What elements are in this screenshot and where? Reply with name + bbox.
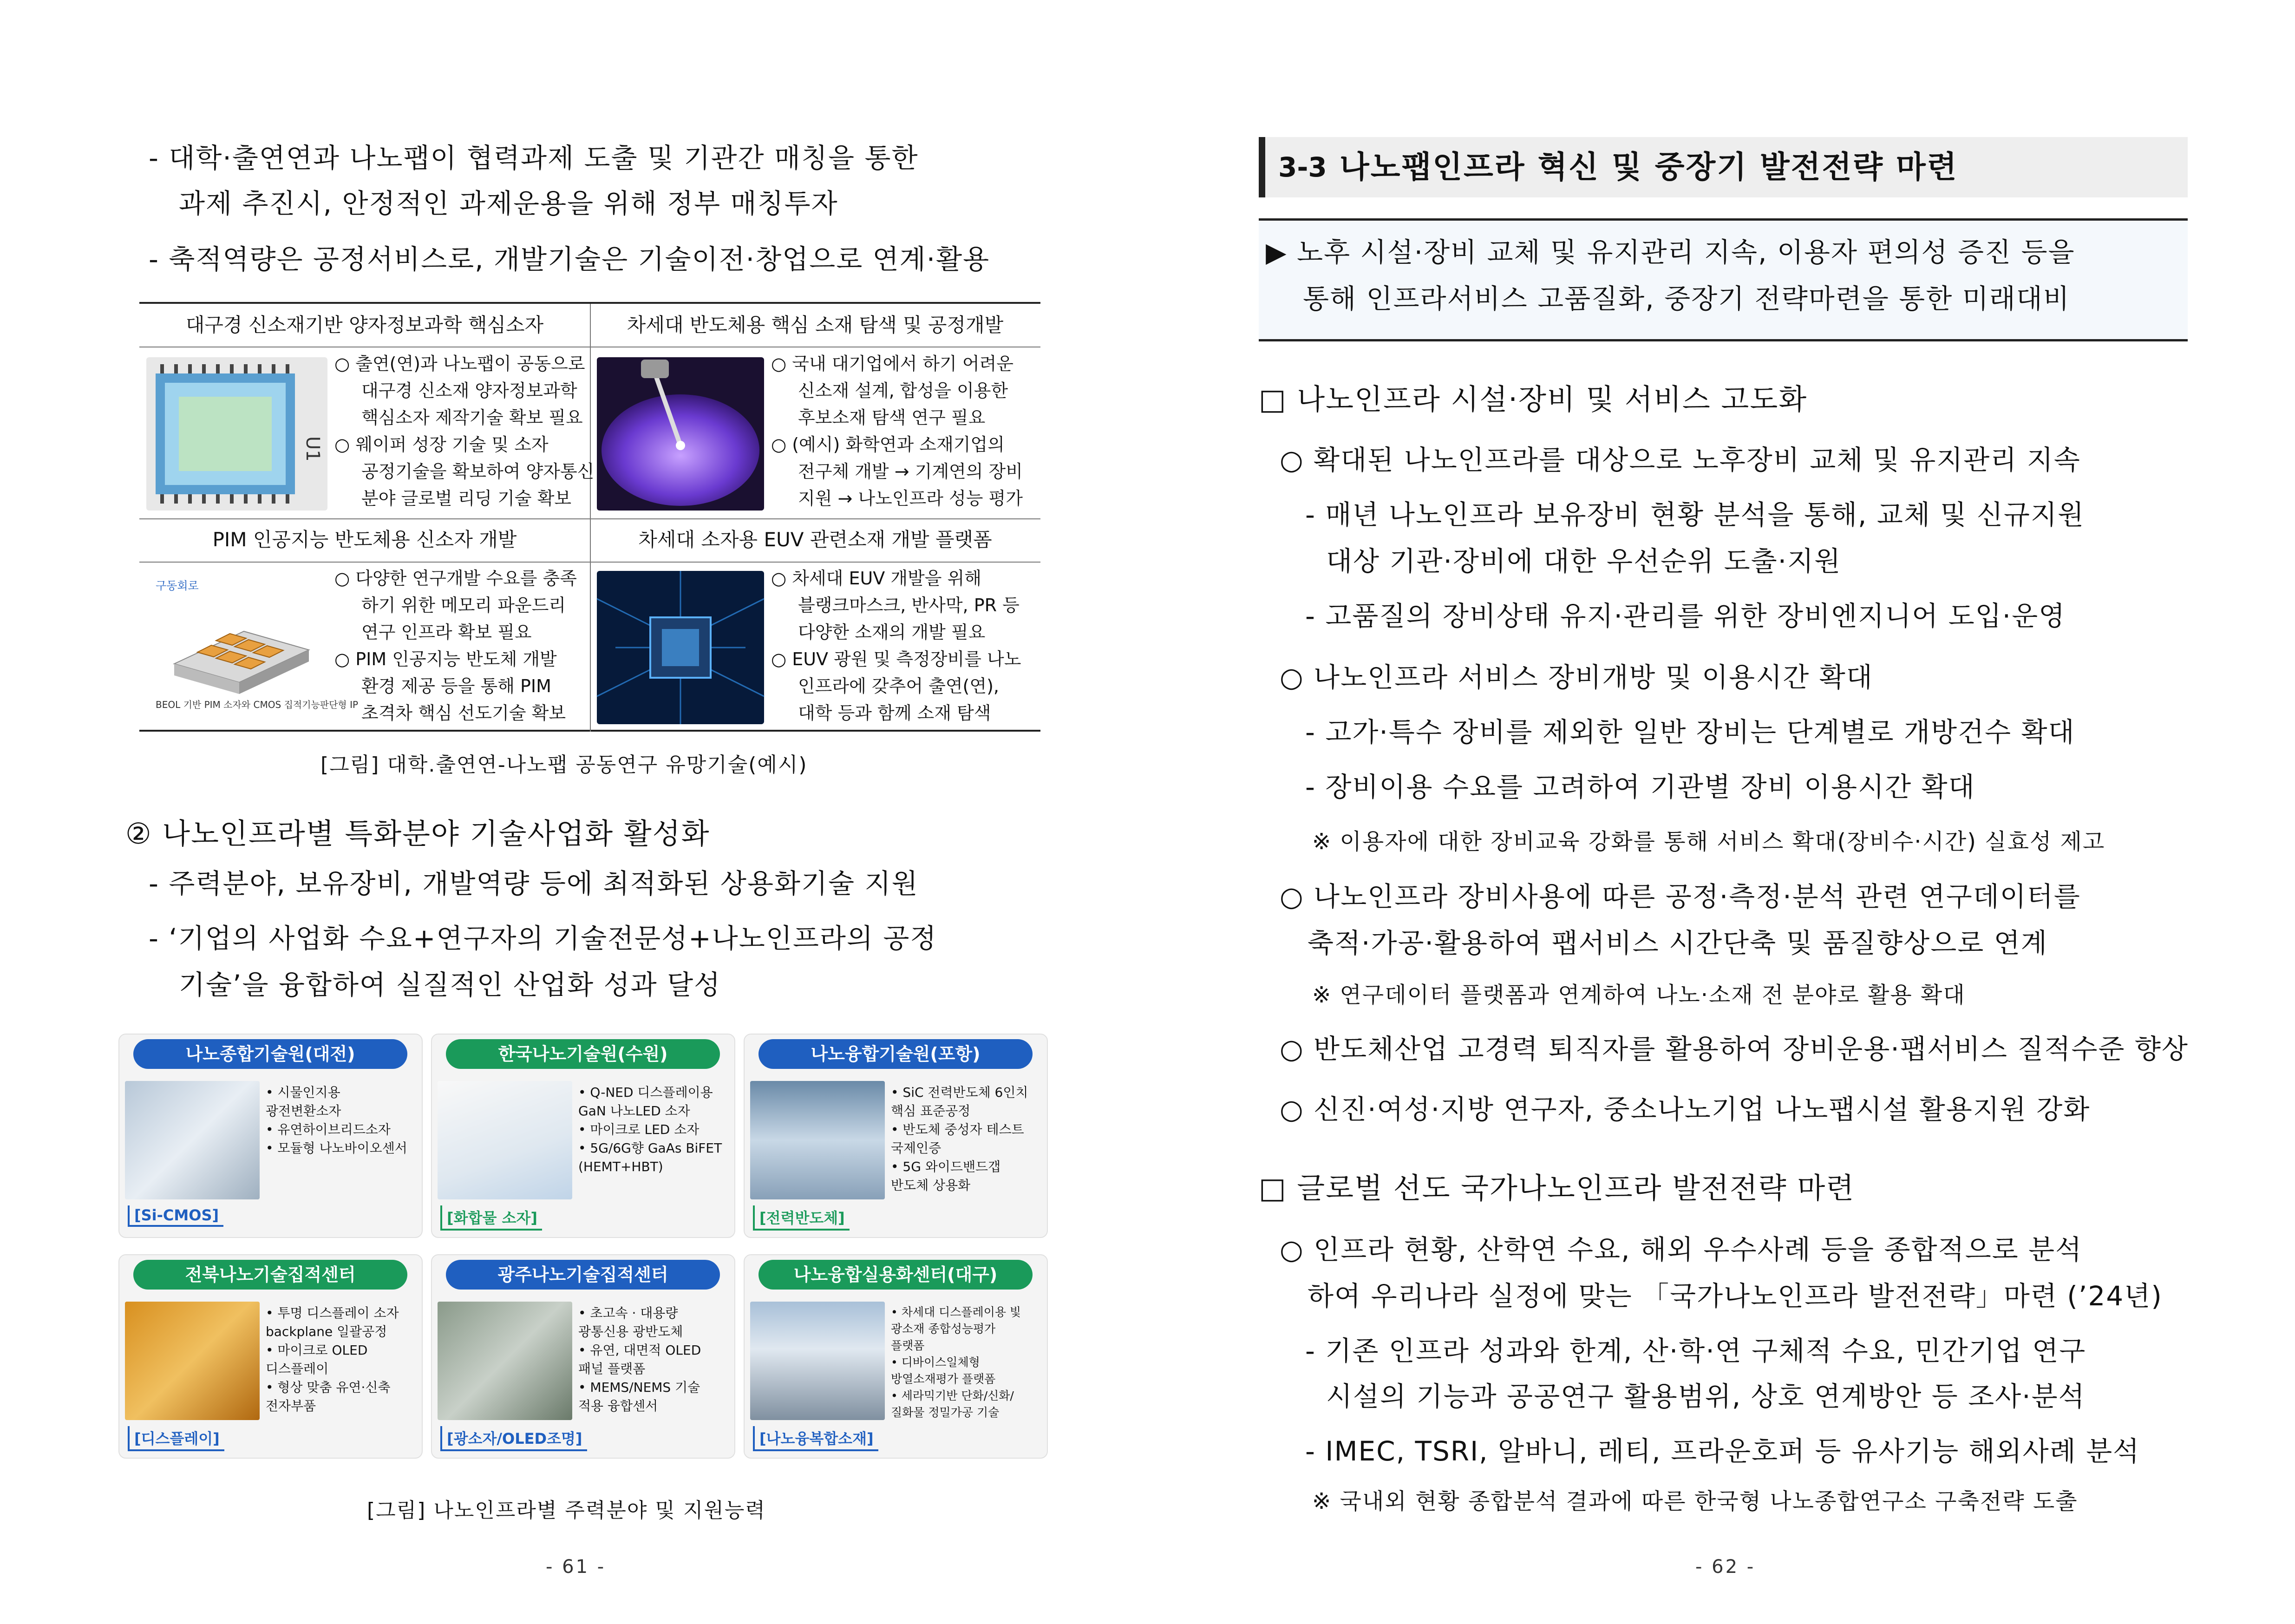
intro-bullet-1-cont: 과제 추진시, 안정적인 과제운용을 위해 정부 매칭투자 bbox=[179, 188, 838, 219]
body-dash-item: - 고가·특수 장비를 제외한 일반 장비는 단계별로 개방건수 확대 bbox=[1305, 716, 2075, 748]
body-circle-item: ○ 인프라 현황, 산학연 수요, 해외 우수사례 등을 종합적으로 분석 bbox=[1280, 1234, 2083, 1265]
pim-label-top: 구동회로 bbox=[156, 579, 199, 592]
table-header: 대구경 신소재기반 양자정보과학 핵심소자 bbox=[185, 314, 544, 336]
infra-tag: [나노융복합소재] bbox=[753, 1426, 878, 1451]
body-dash-item: - 기존 인프라 성과와 한계, 산·학·연 구체적 수요, 민간기업 연구 bbox=[1305, 1335, 2086, 1367]
summary-box bbox=[1259, 218, 2188, 341]
body-heading: □ 글로벌 선도 국가나노인프라 발전전략 마련 bbox=[1259, 1171, 1855, 1205]
table-header: PIM 인공지능 반도체용 신소자 개발 bbox=[212, 528, 517, 551]
body-dash-item-cont: 시설의 기능과 공공연구 활용범위, 상호 연계방안 등 조사·분석 bbox=[1326, 1381, 2086, 1412]
cell-line: 초격차 핵심 선도기술 확보 bbox=[361, 703, 566, 723]
cleanroom-photo bbox=[125, 1081, 260, 1199]
cell-line: 후보소재 탐색 연구 필요 bbox=[798, 407, 986, 428]
cell-line: 환경 제공 등을 통해 PIM bbox=[361, 676, 551, 696]
intro-bullet-1: - 대학·출연연과 나노팹이 협력과제 도출 및 기관간 매칭을 통한 bbox=[149, 142, 919, 174]
cell-line: ○ 차세대 EUV 개발을 위해 bbox=[771, 568, 981, 589]
body-note: ※ 국내외 현황 종합분석 결과에 따른 한국형 나노종합연구소 구축전략 도출 bbox=[1312, 1488, 2078, 1514]
section-2-bullet-1: - 주력분야, 보유장비, 개발역량 등에 최적화된 상용화기술 지원 bbox=[149, 868, 919, 899]
section-title: 나노팹인프라 혁신 및 중장기 발전전략 마련 bbox=[1340, 149, 1958, 185]
body-dash-item: - 고품질의 장비상태 유지·관리를 위한 장비엔지니어 도입·운영 bbox=[1305, 600, 2066, 632]
infra-tag: [Si-CMOS] bbox=[128, 1205, 223, 1227]
cell-line: 공정기술을 확보하여 양자통신 bbox=[361, 461, 595, 482]
body-note: ※ 이용자에 대한 장비교육 강화를 통해 서비스 확대(장비수·시간) 실효성 제고 bbox=[1312, 829, 2105, 855]
table-divider bbox=[139, 518, 1040, 519]
page-number: - 62 - bbox=[1695, 1556, 1756, 1578]
body-dash-item: - IMEC, TSRI, 알바니, 레티, 프라운호퍼 등 유사기능 해외사례 분석 bbox=[1305, 1435, 2140, 1467]
page-number: - 61 - bbox=[546, 1556, 606, 1578]
body-dash-item: - 매년 나노인프라 보유장비 현황 분석을 통해, 교체 및 신규지원 bbox=[1305, 499, 2085, 530]
infra-tag: [화합물 소자] bbox=[440, 1205, 542, 1231]
cell-line: ○ 다양한 연구개발 수요를 충족 bbox=[334, 568, 577, 589]
section-header bbox=[1259, 137, 2188, 197]
table-header: 차세대 소자용 EUV 관련소재 개발 플랫폼 bbox=[638, 528, 992, 551]
cell-line: 연구 인프라 확보 필요 bbox=[361, 622, 532, 642]
pim-label-bottom: BEOL 기반 PIM 소자와 CMOS 집적기능판단형 IP bbox=[156, 699, 359, 710]
cell-line: 핵심소자 제작기술 확보 필요 bbox=[361, 407, 583, 428]
table-header: 차세대 반도체용 핵심 소재 탐색 및 공정개발 bbox=[627, 314, 1004, 336]
infra-card bbox=[431, 1034, 735, 1238]
equipment-photo bbox=[438, 1302, 572, 1420]
cell-2-text bbox=[771, 350, 1023, 512]
infra-name: 한국나노기술원(수원) bbox=[446, 1039, 720, 1069]
body-note: ※ 연구데이터 플랫폼과 연계하여 나노·소재 전 분야로 활용 확대 bbox=[1312, 982, 1966, 1008]
cell-line: ○ EUV 광원 및 측정장비를 나노 bbox=[771, 649, 1021, 669]
infra-card bbox=[431, 1254, 735, 1459]
infra-card bbox=[118, 1034, 423, 1238]
cell-4-text bbox=[771, 565, 1021, 727]
section-2-bullet-2-cont: 기술’을 융합하여 실질적인 산업화 성과 달성 bbox=[179, 969, 721, 1001]
figure-caption: [그림] 나노인프라별 주력분야 및 지원능력 bbox=[367, 1499, 766, 1522]
infra-card bbox=[744, 1034, 1048, 1238]
body-circle-item-cont: 축적·가공·활용하여 팹서비스 시간단축 및 품질향상으로 연계 bbox=[1308, 927, 2048, 959]
infra-name: 나노융합기술원(포항) bbox=[758, 1039, 1033, 1069]
infra-tag: [전력반도체] bbox=[753, 1205, 850, 1231]
body-dash-item-cont: 대상 기관·장비에 대한 우선순위 도출·지원 bbox=[1326, 545, 1842, 577]
figure-caption: [그림] 대학.출연연-나노팹 공동연구 유망기술(예시) bbox=[320, 753, 808, 777]
cell-line: ○ 국내 대기업에서 하기 어려운 bbox=[771, 354, 1013, 374]
building-photo bbox=[438, 1081, 572, 1199]
cell-line: 지원 → 나노인프라 성능 평가 bbox=[798, 488, 1023, 509]
infra-items: • 투명 디스플레이 소자 backplane 일괄공정 • 마이크로 OLED 디스플레이 • 형상 맞춤 유연·신축 전자부품 bbox=[266, 1305, 399, 1414]
body-dash-item: - 장비이용 수요를 고려하여 기관별 장비 이용시간 확대 bbox=[1305, 771, 1975, 803]
right-page bbox=[1147, 0, 2295, 1624]
cell-line: 대구경 신소재 양자정보과학 bbox=[361, 380, 577, 401]
cell-line: 인프라에 갖추어 출연(연), bbox=[798, 676, 999, 696]
tech-table bbox=[139, 302, 1040, 732]
infra-card bbox=[744, 1254, 1048, 1459]
corridor-photo bbox=[750, 1081, 885, 1199]
pim-structure-image bbox=[146, 571, 359, 724]
cell-line: 대학 등과 함께 소재 탐색 bbox=[798, 703, 991, 723]
body-circle-item: ○ 신진·여성·지방 연구자, 중소나노기업 나노팹시설 활용지원 강화 bbox=[1280, 1094, 2091, 1125]
infra-tag: [디스플레이] bbox=[128, 1426, 224, 1451]
cell-1-text bbox=[334, 350, 594, 512]
infra-name: 나노융합실용화센터(대구) bbox=[758, 1260, 1033, 1290]
body-circle-item: ○ 나노인프라 서비스 장비개방 및 이용시간 확대 bbox=[1280, 661, 1873, 693]
left-page bbox=[0, 0, 1147, 1624]
body-circle-item: ○ 나노인프라 장비사용에 따른 공정·측정·분석 관련 연구데이터를 bbox=[1280, 881, 2081, 912]
cell-3-text bbox=[334, 565, 577, 727]
infra-items: • 차세대 디스플레이용 빛 광소재 종합성능평가 플랫폼 • 디바이스일체형 방열소재평가 플랫폼 • 세라믹기반 단화/신화/ 질화물 정밀가공 기술 bbox=[891, 1305, 1021, 1419]
infra-items: • Q-NED 디스플레이용 GaN 나노LED 소자 • 마이크로 LED 소자 • 5G/6G향 GaAs BiFET (HEMT+HBT) bbox=[578, 1085, 722, 1174]
section-2-bullet-2: - ‘기업의 사업화 수요+연구자의 기술전문성+나노인프라의 공정 bbox=[149, 923, 937, 954]
intro-bullet-2: - 축적역량은 공정서비스로, 개발기술은 기술이전·창업으로 연계·활용 bbox=[149, 243, 990, 275]
infra-items: • 시물인지용 광전변환소자 • 유연하이브리드소자 • 모듈형 나노바이오센서 bbox=[266, 1085, 407, 1156]
infra-card bbox=[118, 1254, 423, 1459]
section-number: 3-3 bbox=[1278, 151, 1327, 183]
cell-line: 블랭크마스크, 반사막, PR 등 bbox=[798, 595, 1020, 616]
summary-line: ▶ 노후 시설·장비 교체 및 유지관리 지속, 이용자 편의성 증진 등을 bbox=[1266, 236, 2075, 268]
table-divider bbox=[139, 562, 1040, 563]
section-2-heading: ② 나노인프라별 특화분야 기술사업화 활성화 bbox=[125, 817, 710, 851]
cell-line: 하기 위한 메모리 파운드리 bbox=[361, 595, 566, 616]
quantum-chip-image bbox=[146, 357, 327, 511]
summary-line: 통해 인프라서비스 고품질화, 중장기 전략마련을 통한 미래대비 bbox=[1303, 283, 2070, 314]
body-circle-item-cont: 하여 우리나라 실정에 맞는 「국가나노인프라 발전전략」마련 (’24년) bbox=[1308, 1280, 2163, 1312]
cell-line: 분야 글로벌 리딩 기술 확보 bbox=[361, 488, 572, 509]
euv-chip-image bbox=[597, 571, 764, 724]
body-circle-item: ○ 확대된 나노인프라를 대상으로 노후장비 교체 및 유지관리 지속 bbox=[1280, 444, 2081, 476]
infra-name: 나노종합기술원(대전) bbox=[133, 1039, 407, 1069]
cell-line: 신소재 설계, 합성을 이용한 bbox=[798, 380, 1008, 401]
yellow-lab-photo bbox=[125, 1302, 260, 1420]
infra-name: 전북나노기술집적센터 bbox=[133, 1260, 407, 1290]
cell-line: ○ (예시) 화학연과 소재기업의 bbox=[771, 434, 1005, 455]
infra-tag: [광소자/OLED조명] bbox=[440, 1426, 587, 1451]
center-building-photo bbox=[750, 1302, 885, 1420]
cell-line: ○ PIM 인공지능 반도체 개발 bbox=[334, 649, 557, 669]
body-circle-item: ○ 반도체산업 고경력 퇴직자를 활용하여 장비운용·팹서비스 질적수준 향상 bbox=[1280, 1033, 2189, 1065]
cell-line: ○ 웨이퍼 성장 기술 및 소자 bbox=[334, 434, 549, 455]
wafer-image bbox=[597, 357, 764, 511]
body-heading: □ 나노인프라 시설·장비 및 서비스 고도화 bbox=[1259, 382, 1808, 416]
infra-name: 광주나노기술집적센터 bbox=[446, 1260, 720, 1290]
infra-items: • 초고속 · 대용량 광통신용 광반도체 • 유연, 대면적 OLED 패널 플랫폼 • MEMS/NEMS 기술 적용 융합센서 bbox=[578, 1305, 701, 1414]
cell-line: 전구체 개발 → 기계연의 장비 bbox=[798, 461, 1023, 482]
cell-line: ○ 출연(연)과 나노팹이 공동으로 bbox=[334, 354, 585, 374]
infra-items: • SiC 전력반도체 6인치 핵심 표준공정 • 반도체 중성자 테스트 국제인증 • 5G 와이드밴드갭 반도체 상용화 bbox=[891, 1085, 1028, 1193]
chip-label: U1 bbox=[302, 436, 323, 462]
cell-line: 다양한 소재의 개발 필요 bbox=[798, 622, 986, 642]
